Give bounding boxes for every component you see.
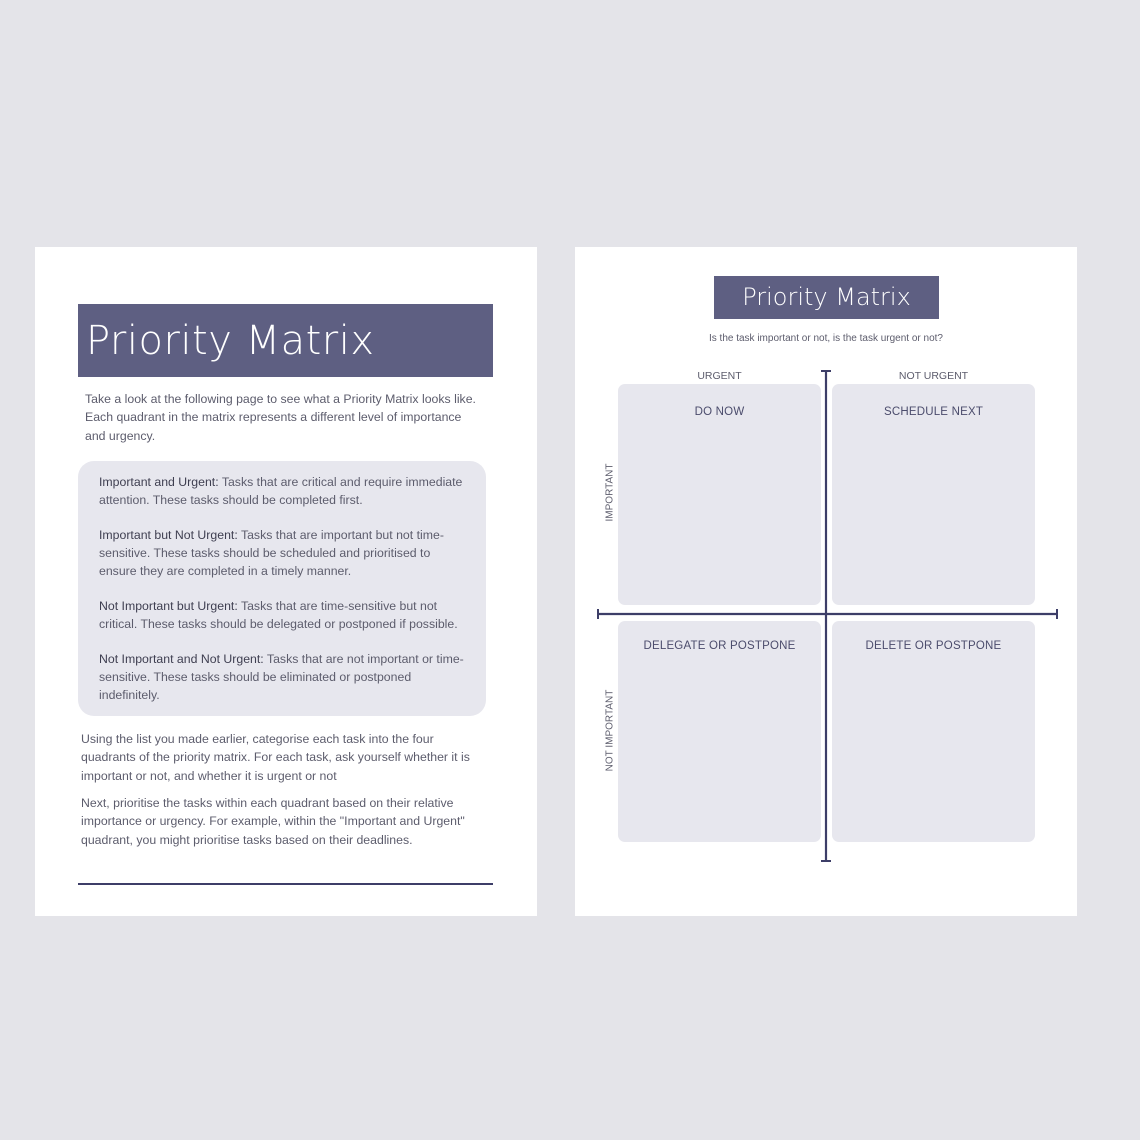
instruction-paragraph: Next, prioritise the tasks within each quadrant based on their relative importance or urgency. For example, within the "Important and Urgent" quadrant, you might prioritise tasks based on their deadlines. — [81, 796, 465, 847]
definition-item — [99, 650, 468, 704]
definition-item — [99, 473, 468, 509]
definition-item — [99, 526, 468, 580]
matrix-subtitle: Is the task important or not, is the task urgent or not? — [708, 333, 943, 344]
quadrant-delete-or-postpone — [832, 621, 1035, 842]
instruction-paragraph: Using the list you made earlier, categorise each task into the four quadrants of the priority matrix. For each task, ask yourself whether it is important or not, and whether it is urgent or not — [81, 732, 470, 783]
definition-term: Not Important and Not Urgent: — [99, 652, 264, 666]
row-label-important: IMPORTANT — [604, 463, 616, 522]
definition-term: Not Important but Urgent: — [99, 599, 238, 613]
page-title: Priority Matrix — [78, 304, 493, 377]
info-page — [35, 247, 537, 916]
quadrant-do-now — [618, 384, 821, 605]
quadrant-label: DO NOW — [694, 406, 745, 418]
quadrant-delegate-or-postpone — [618, 621, 821, 842]
row-label-not-important: NOT IMPORTANT — [604, 689, 616, 772]
definition-text: Tasks that are important but not time-sensitive. These tasks should be scheduled and prioritised to ensure they are completed in a timely manner. — [99, 528, 444, 578]
quadrant-label: DELETE OR POSTPONE — [865, 640, 1002, 652]
definitions-box — [78, 461, 486, 716]
quadrant-label: SCHEDULE NEXT — [883, 406, 984, 418]
quadrant-label: DELEGATE OR POSTPONE — [643, 640, 796, 652]
definition-text: Tasks that are critical and require immediate attention. These tasks should be completed first. — [99, 475, 463, 507]
definition-text: Tasks that are time-sensitive but not critical. These tasks should be delegated or postponed if possible. — [99, 599, 458, 631]
definition-term: Important but Not Urgent: — [99, 528, 238, 542]
intro-text: Take a look at the following page to see what a Priority Matrix looks like. Each quadrant in the matrix represents a different level of importance and urgency. — [85, 392, 476, 443]
quadrant-schedule-next — [832, 384, 1035, 605]
matrix-title: Priority Matrix — [714, 276, 939, 319]
matrix-page — [575, 247, 1077, 916]
column-label-urgent: URGENT — [697, 370, 742, 382]
column-label-not-urgent: NOT URGENT — [898, 370, 969, 382]
definition-term: Important and Urgent: — [99, 475, 219, 489]
definition-item — [99, 597, 468, 633]
definition-text: Tasks that are not important or time-sensitive. These tasks should be eliminated or postponed indefinitely. — [99, 652, 464, 702]
bottom-divider — [78, 883, 493, 885]
